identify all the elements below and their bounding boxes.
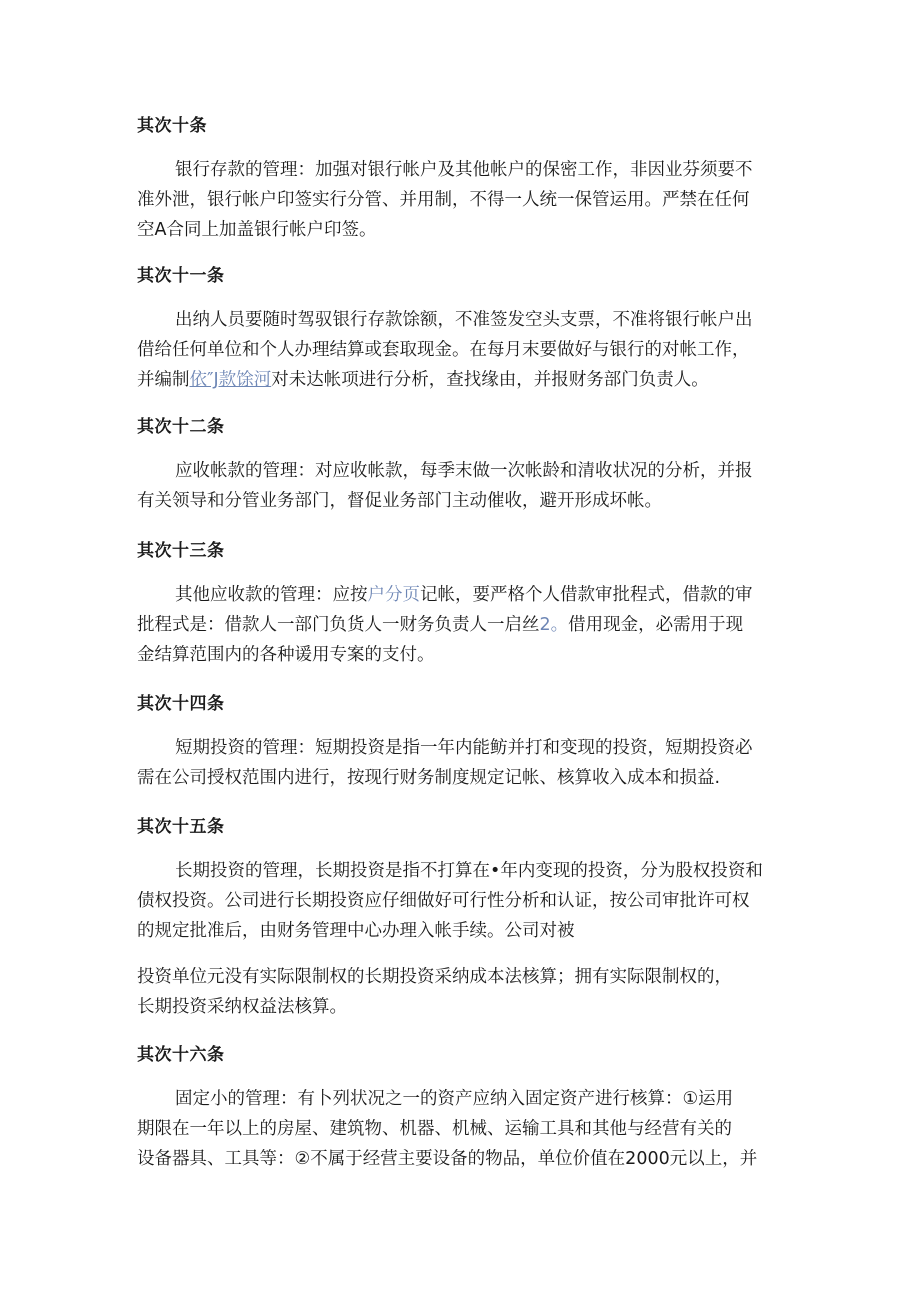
faint-text: 2。: [539, 615, 569, 635]
text-run: 并编制: [137, 370, 190, 390]
paragraph-line: 金结算范围内的各种谖用专案的支付。: [137, 645, 435, 665]
paragraph-line: 需在公司授权范围内进行，按现行财务制度规定记帐、核算收入成本和损益.: [137, 768, 721, 788]
article-paragraph: [137, 305, 787, 395]
paragraph-line: 期限在一年以上的房屋、建筑物、机器、机械、运输工具和其他与经营有关的: [137, 1119, 732, 1139]
faint-text: 户分页: [367, 585, 420, 605]
article-paragraph: [137, 580, 787, 670]
article-paragraph: [137, 456, 787, 516]
paragraph-line: 有关领导和分管业务部门，督促业务部门主动催收，避开形成坏帐。: [137, 491, 662, 511]
paragraph-line: 准外泄，银行帐户印签实行分管、并用制，不得一人统一保管运用。严禁在任何: [137, 190, 750, 210]
text-run: 借用现金，必需用于现: [568, 615, 744, 635]
paragraph-line: 出纳人员要随时驾驭银行存款馀额，不准签发空头支票，不准将银行帐户出: [175, 310, 753, 330]
article-paragraph-continuation: [137, 962, 787, 1022]
article-heading: 其次十二条: [137, 417, 225, 437]
article-heading: 其次十三条: [137, 541, 225, 561]
text-run: 其他应收款的管理：应按: [175, 585, 368, 605]
article-paragraph: [137, 1084, 787, 1174]
paragraph-line: 长期投资的管理，长期投资是指不打算在•年内变现的投资，分为股权投资和: [175, 861, 763, 881]
article-paragraph: [137, 856, 787, 946]
paragraph-line: [137, 610, 787, 640]
text-run: 批程式是：借款人一部门负货人一财务负责人一启丝: [137, 615, 540, 635]
paragraph-line: 的规定批准后，由财务管理中心办理入帐手续。公司对被: [137, 921, 575, 941]
paragraph-line: 长期投资采纳权益法核算。: [137, 997, 347, 1017]
article-heading: 其次十五条: [137, 817, 225, 837]
paragraph-line: [137, 580, 787, 610]
text-run: 记帐，要严格个人借款审批程式，借款的审: [420, 585, 753, 605]
article-paragraph: [137, 733, 787, 793]
paragraph-line: 短期投资的管理：短期投资是指一年内能鲂并打和变现的投资，短期投资必: [175, 738, 753, 758]
article-heading: 其次十一条: [137, 266, 225, 286]
paragraph-line: 债权投资。公司进行长期投资应仔细做好可行性分析和认证，按公司审批许可权: [137, 891, 750, 911]
paragraph-line: 固定小的管理：有卜列状况之一的资产应纳入固定资产进行核算：①运用: [175, 1089, 734, 1109]
article-heading: 其次十条: [137, 116, 207, 136]
paragraph-line: 应收帐款的管理：对应收帐款，每季末做一次帐龄和清收状况的分析，并报: [175, 461, 753, 481]
paragraph-line: 空A合同上加盖银行帐户印签。: [137, 220, 377, 240]
article-heading: 其次十四条: [137, 694, 225, 714]
text-run: 对未达帐项进行分析，查找缘由，并报财务部门负责人。: [271, 370, 709, 390]
paragraph-line: 设备器具、工具等：②不属于经营主要设备的物品，单位价值在2000元以上，并: [137, 1149, 758, 1169]
paragraph-line: 投资单位元没有实际限制权的长期投资采纳成本法核算；拥有实际限制权的，: [137, 967, 732, 987]
paragraph-line: 银行存款的管理：加强对银行帐户及其他帐户的保密工作，非因业芬须要不: [175, 160, 753, 180]
article-paragraph: [137, 155, 787, 245]
paragraph-line: 借给任何单位和个人办理结算或套取现金。在每月末要做好与银行的对帐工作，: [137, 340, 750, 360]
faint-link-text: 依″J款馀河: [189, 370, 272, 390]
paragraph-line: [137, 365, 787, 395]
article-heading: 其次十六条: [137, 1045, 225, 1065]
